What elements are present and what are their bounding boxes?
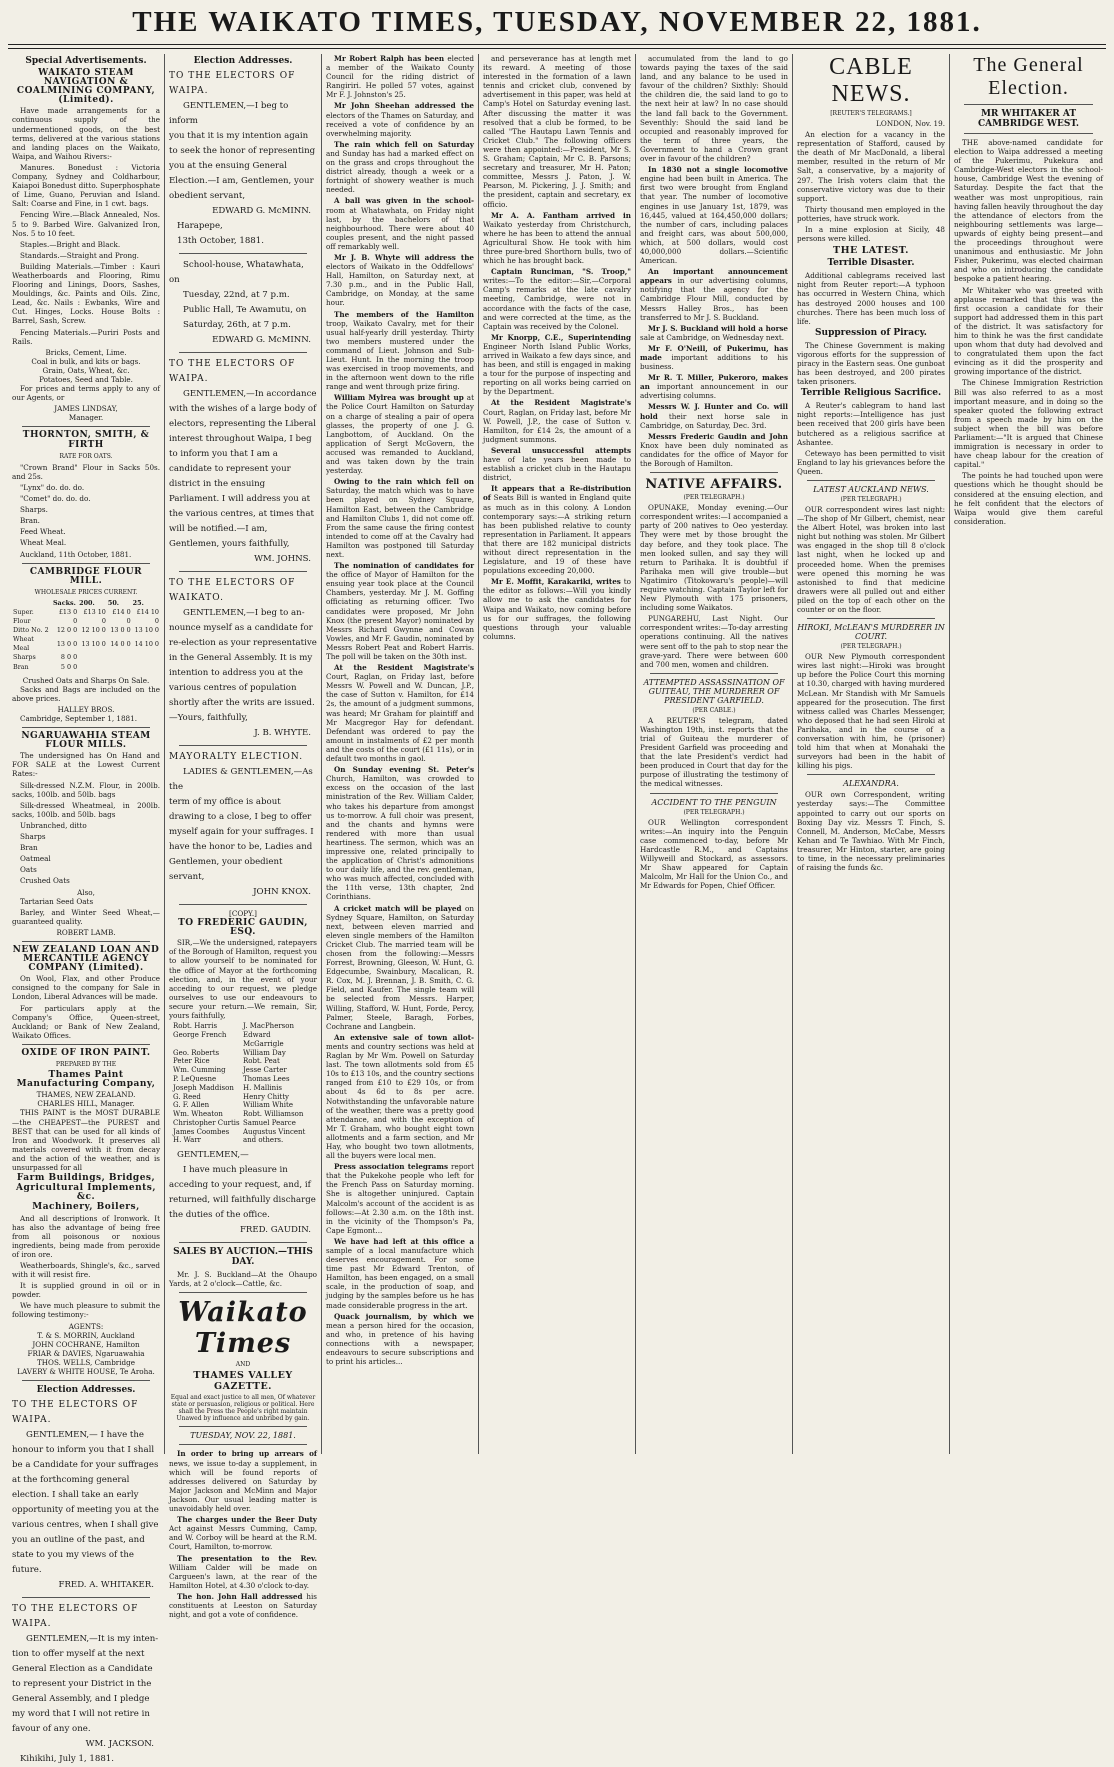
news-item: In order to bring up arrears of news, we issue to-day a supplement, in which will be found reports of addresses delivered on Saturday by Major Jackson and McMinn and Major Jackson. Our usual leading matter is unavoidably held over. (169, 1449, 317, 1514)
news-item: Mr J. B. Whyte will address the electors of Waikato in the Oddfellows' Hall, Hamilton, on Saturday next, at 7.30 p.m., and in the Public Hall, Cambridge, on Monday, at the same hour. (326, 252, 474, 308)
table-row: Sharps 8 0 0 (13, 653, 78, 662)
news-item: It appears that a Re-distribution of Seats Bill is wanted in England quite as much as in this colony. A London contemporary says:—A striking return has been published relative to county representation in Parliament. It appears that there are 182 municipal districts without direct representation in the Legislature, and 19 of these have populations exceeding 20,000. (483, 484, 631, 576)
article-body: OUR New Plymouth correspondent wires last night:—Hiroki was brought up before the Police Court this morning at 10.30, charged with having murdered McLean. Mr Standish with Mr Samuels appeared for the prosecution. The first witness called was Charles Messenger, who deposed that he had seen Hiroki at Parihaka, and in the course of a conversation with him, he (prisoner) told him that when at Monahaki the surveyors had been in the habit of killing his pigs. (797, 652, 945, 771)
news-item: William Mylrea was brought up at the Police Court Hamilton on Saturday on a charge of stealing a pair of opera glasses, the property of one J. G. Langbottom, of Auckland. On the application of Sergt McGovern, the accused was remanded to Auckland, and was taken down by the train yesterday. (326, 393, 474, 476)
news-item: accumulated from the land to go towards paying the taxes of the said land, and any balance to be used in favour of the children? Sixthly: Should the children die, the said land to go to the next heir at law? In no case should the land fall back to the Government. Seventhly: Should the said land be occupied and reasonably improved for the term of three years, the Government to hand a Crown grant over in favour of the children? (640, 54, 788, 164)
table-row: Super. Flour £13 0 0 £13 10 0 £14 0 0 £14 10 0 (13, 607, 159, 626)
ad-oxide-paint: OXIDE OF IRON PAINT. PREPARED BY THE Thames Paint Manufacturing Company, THAMES, NEW ZEALAND. CHARLES HILL, Manager. THIS PAINT is the MOST DURABLE —the CHEAPEST—the PUREST and BEST that can be used for all kinds of Iron and Woodwork. It preserves all materials covered with it from decay and the action of the weather, and is unsurpassed for all Farm Buildings, Bridges, Agricultural Implements, &c. Machinery, Boilers, And all descriptions of Ironwork. It has also the advantage of being free from all poisonous or noxious ingredients, being made from peroxide of iron ore. Weatherboards, Shingle's, &c., sarved with it will resist fire. It is supplied ground in oil or in powder. We have much pleasure to submit the following testimony:- AGENTS: T. & S. MORRIN, Auckland JOHN COCHRANE, Hamilton FRIAR & DAVIES, Ngaruawahia THOS. WELLS, Cambridge LAVERY & WHITE HOUSE, Te Aroha. (12, 1047, 160, 1376)
divider (22, 727, 150, 728)
news-item: At the Resident Magistrate's Court, Raglan, on Friday last, before Messrs W. Powell and W. Duncan, J.P., the case of Sutton v. Hamilton, for £14 2s, the amount of a judgment summons, was heard; Mr Graham for plaintiff and Mr Macgregor Hay for defendant. Defendant was ordered to pay the amount in instalments of £2 per month and the costs of the court (£1 11s), or in default two months in gaol. (326, 663, 474, 764)
penguin-heading: ACCIDENT TO THE PENGUIN (651, 797, 777, 807)
masthead-rule-bottom (8, 48, 1106, 49)
column-4 (479, 54, 636, 1454)
gaudin-reply: GENTLEMEN,— I have much pleasure in acceding to your request, and, if returned, will faithfully discharge the duties of the office. FRED. GAUDIN. (169, 1150, 316, 1236)
news-item: Press association telegrams report that the Pukekohe people who left for the French Pass on Saturday morning. She is altogether uninjured. Captain Malcolm's account of the accident is as follows:—At 2.30 a.m. on the 18th inst. in the vicinity of the Thompson's Pa, Cape Egmont... (326, 1162, 474, 1235)
hiroki-heading: HIROKI, McLEAN'S MURDERER IN COURT. (797, 623, 945, 642)
table-row: Bran 5 0 0 (13, 662, 78, 671)
general-election-title: The General Election. (973, 54, 1084, 99)
meetings-mcminn: School-house, Whatawhata, on Tuesday, 22nd, at 7 p.m. Public Hall, Te Awamutu, on Saturday, 26th, at 7 p.m. EDWARD G. McMINN. (169, 260, 311, 345)
price-table (12, 599, 160, 672)
candidate-heading: MR WHITAKER AT CAMBRIDGE WEST. (977, 109, 1080, 129)
divider (964, 133, 1093, 134)
mayoralty-election: MAYORALTY ELECTION. LADIES & GENTLEMEN,—As the term of my office is about drawing to a close, I beg to offer myself again for your suffrages. I have the honor to be, Ladies and Gentlemen, your obedient servant, JOHN KNOX. (169, 752, 314, 897)
address-mcminn: TO THE ELECTORS OF WAIPA. GENTLEMEN,—I beg to inform you that it is my intention again to seek the honor of representing you at the ensuing General Election.—I am, Gentlemen, your obedient servant, EDWARD G. McMINN. Harapepe, 13th October, 1881. (169, 71, 316, 246)
divider (179, 352, 307, 353)
divider (179, 571, 307, 572)
divider (22, 1597, 150, 1598)
divider (807, 618, 935, 619)
article-body: OPUNAKE, Monday evening.—Our correspondent writes:—I accompanied a party of 200 natives to Oeo yesterday. They were met by those brought the day before, and they took place. The men looked sullen, and say they will return to Parihaka. It is doubtful if Parihaka men will give trouble—but Ngatimiro (Titokowaru's people)—will require watching. Captain Taylor left for New Plymouth with 175 prisoners, including some Waikatos. (640, 503, 788, 613)
address-whitaker: TO THE ELECTORS OF WAIPA. GENTLEMEN,— I have the honour to inform you that I shall be a Candidate for your suffrages at the forthcoming general election. I shall take an early opportunity of meeting you at the various centres, when I shall give you an outline of the past, and state to you my views of the future. FRED. A. WHITAKER. (12, 1400, 159, 1591)
divider (179, 1242, 307, 1243)
alexandra-heading: ALEXANDRA. (843, 779, 899, 789)
news-item: The rain which fell on Saturday and Sunday has had a marked effect on on the grass and crops throughout the district already, though a week or a fortnight of showery weather is much needed. (326, 139, 474, 195)
article-body: The Chinese Government is making vigorous efforts for the suppression of piracy in the Eastern seas. One gunboat has been destroyed, and 200 pirates taken prisoners. (797, 340, 945, 387)
news-item: In 1830 not a single locomotive engine had been built in America. The first two were brought from England that year. The number of locomotive engines in use January 1st, 1879, was 16,445, valued at 164,450,000 dollars; the number of cars, including palaces and freight cars, was about 500,000, which, at 500 dollars, would cost 40,000,000 dollars.—Scientific American. (640, 165, 788, 266)
auckland-heading: LATEST AUCKLAND NEWS. (813, 485, 929, 494)
divider (650, 472, 778, 473)
issue-date: TUESDAY, NOV. 22, 1881. (190, 1431, 296, 1441)
divider (179, 1292, 307, 1293)
news-item: An important announcement appears in our advertising columns, notifying that the agency for the Cambridge Flour Mill, conducted by Messrs Halley Bros., has been transferred to Mr J. S. Buckland. (640, 267, 788, 322)
article-body: A REUTER'S telegram, dated Washington 19th, inst. reports that the trial of Guiteau the murderer of President Garfield was proceeding and that the late President's verdict had been produced in Court that day for the purpose of illustrating the testimony of the medical witnesses. (640, 715, 788, 789)
paper-subtitle: THAMES VALLEY GAZETTE. (193, 1370, 293, 1393)
news-item: Mr Knorpp, C.E., Superintending Engineer North Island Public Works, arrived in Waikato a few days since, and has been, and still is engaged in making a tour for the purpose of inspecting and reporting on all works being carried on by the Department. (483, 332, 631, 397)
article-body: Additional cablegrams received last night from Reuter report:—A typhoon has occurred in Western China, which has destroyed 2000 houses and 100 churches. There has been much loss of life. (797, 271, 945, 326)
article-body: THE above-named candidate for election to Waipa addressed a meeting of the Pukerimu, Pukekura and Cambridge-West electors in the school-house, Cambridge West the evening of Saturday. Despite the fact that the weather was most unpropitious, rain having fallen heavily throughout the day the attendance of electors from the neighbouring settlements was large—upwards of eighty being present—and the proceedings throughout were unanimous and enthusiastic. Mr John Fisher, Pukerimu, was elected chairman and who on introducing the candidate bespoke a patient hearing. (954, 138, 1103, 284)
news-item: A cricket match will be played on Sydney Square, Hamilton, on Saturday next, between eleven married and eleven single members of the Hamilton Cricket Club. The married team will be chosen from the following:—Messrs Forrest, Browning, Gleeson, W. Hunt, G. Edgecumbe, Swainbury, Macalican, R. R. Cox, M. J. Brennan, J. B. Smith, C. G. Field, and Kaufer. The single team will be selected from Messrs. Harper, Willing, Stafford, W. Hunt, Forde, Percy, Palmer, Steele, Baragh, Forbes, Cochrane and Langbein. (326, 903, 474, 1031)
signer: JAMES LINDSAY, (54, 404, 118, 414)
news-item: Mr Robert Ralph has been elected a member of the Waikato County Council for the riding district of Rangiriri. He polled 57 votes, against Mr F. J. Johnston's 25. (326, 54, 474, 100)
section-heading: Election Addresses. (36, 1385, 136, 1396)
news-item: On Sunday evening St. Peter's Church, Hamilton, was crowded to excess on the occasion of the last ministration of the Rev. William Calder, who takes his departure from amongst us to-morrow. A full choir was present, and the chants and hymns were rendered with more than usual heartiness. The sermon, which was an impressive one, related principally to the application of Christ's admonitions to our daily life, and the rev. gentleman, who was much affected, concluded with the 11th verse, 13th chapter, 2nd Corinthians. (326, 765, 474, 902)
paper-motto: Equal and exact justice to all men, Of whatever state or persuasion, religious or political. Here shall the Press the People's right maintain Unawed by influence and unbribed by gain. (170, 1394, 316, 1423)
divider (650, 673, 778, 674)
subheading: THE LATEST. (833, 245, 909, 257)
subheading: Terrible Disaster. (827, 258, 915, 269)
ad-nz-loan: NEW ZEALAND LOAN AND MERCANTILE AGENCY COMPANY (Limited). On Wool, Flax, and other Produce consigned to the company for Sale in London, Liberal Advances will be made. For particulars apply at the Company's Office, Queen-street, Auckland; or Bank of New Zealand, Waikato Offices. (12, 944, 160, 1040)
divider (179, 1444, 307, 1445)
news-item: The presentation to the Rev. William Calder will be made on Cargueen's lawn, at the rear of the Hamilton Hotel, at 4.30 o'clock to-day. (169, 1553, 317, 1590)
divider (807, 774, 935, 775)
divider (22, 941, 150, 942)
table-row: Wheat Meal 13 0 0 13 10 0 14 0 0 14 10 0 (13, 635, 159, 653)
news-item: Messrs Frederic Gaudin and John Knox have been duly nominated as candidates for the office of Mayor for the Borough of Hamilton. (640, 431, 788, 469)
native-affairs-heading: NATIVE AFFAIRS. (645, 477, 783, 493)
article-body: Cetewayo has been permitted to visit England to lay his grievances before the Queen. (797, 448, 945, 476)
ad-cambridge-flour: CAMBRIDGE FLOUR MILL. WHOLESALE PRICES CURRENT. Sacks. 200. 50. 25. Super. Flour £13 0 0 £13 10 0 £14 0 0 £14 10 0 Ditto No. 2 12 0 0 12 10 0 13 0 0 13 10 0 Wheat Meal 13 0 0 13 10 0 14 0 0 14 10 0 Sharps 8 0 0 Bran 5 0 0 Crushed Oats and Sharps On Sale. Sacks and Bags are included on the above prices. HALLEY BROS. Cambridge, September 1, 1881. (12, 566, 160, 723)
column-7 (950, 54, 1107, 1454)
news-item: The members of the Hamilton troop, Waikato Cavalry, met for their usual half-yearly drill yesterday. Thirty two members mustered under the command of Lieut. Johnson and Sub-Lieut. Hunt. In the morning the troop was exercised in troop movements, and in the afternoon went down to the rifle range and went through prize firing. (326, 309, 474, 392)
divider (179, 253, 307, 254)
section-heading: Special Advertisements. (25, 56, 147, 66)
ad-waikato-steam: WAIKATO STEAM NAVIGATION & COALMINING COMPANY, (Limited). Have made arrangements for a continuous supply of the undermentioned goods, on the best terms, delivered at the various stations and landing places on the Waikato, Waipa, and Waihou Rivers:- Manures. Bonedust : Victoria Company, Sydney and Coldharbour, Kaiapoi Bonedust ditto. Superphosphate of Lime, Guano, Peruvian and Island. Salt: Coarse and Fine, in 1 cwt. bags. Fencing Wire.—Black Annealed, Nos. 5 to 9. Barbed Wire. Galvanized Iron, Nos. 5 to 10 feet. Staples.—Bright and Black. Standards.—Straight and Prong. Building Materials.—Timber : Kauri Weatherboards and Flooring, Rimu Flooring and Linings, Doors, Sashes, Mouldings, &c. Paints and Oils. Zinc, Lead, &c. Nails : Ewbanks, Wire and Cut. Hinges, Locks. House Bolts : Barrel, Sash, Screw. Fencing Materials.—Puriri Posts and Rails. Bricks, Cement, Lime. Coal in bulk, and kits or bags. Grain, Oats, Wheat, &c. Potatoes, Seed and Table. For prices and terms apply to any of our Agents, or JAMES LINDSAY, Manager. (12, 68, 160, 423)
divider (650, 793, 778, 794)
divider (179, 1426, 307, 1427)
article-body: In a mine explosion at Sicily, 48 persons were killed. (797, 225, 945, 244)
news-item: An extensive sale of town allot- ments and country sections was held at Raglan by Mr Wm. Powell on Saturday last. The town allotments sold from £5 10s to £13 10s, and the country sections ranged from £10 to £29 10s, or from about 4s 6d to 8s per acre. Notwithstanding the unfavorable nature of the weather, there was a pretty good attendance, and with the exception of Mr T. Graham, who bought eight town allotments and a farm section, and Mr Hay, who bought two town allotments, all the buyers were local men. (326, 1032, 474, 1161)
news-item: Owing to the rain which fell on Saturday, the match which was to have been played on Sydney Square, Hamilton East, between the Cambridge and Hamilton Clubs 1, did not come off. From the same cause the firing contest intended to come off at the Cavalry had Hamilton was postponed till Saturday next. (326, 477, 474, 559)
table-header: Sacks. 200. 50. 25. (52, 598, 144, 607)
divider (22, 1380, 150, 1381)
masthead-title: THE WAIKATO TIMES, TUESDAY, NOVEMBER 22, 1881. (132, 6, 982, 38)
article-body: OUR Wellington correspondent writes:—An inquiry into the Penguin case commenced to-day, before Mr Hardcastle R.M., and Captains Willyweill and Stockard, as assessors. Mr Shaw appeared for Captain Malcolm, Mr Hall for the Union Co., and Mr Edwards for Popen, Chief Officer. (640, 817, 788, 891)
sales-heading: SALES BY AUCTION.—THIS DAY. (173, 1247, 313, 1268)
article-body: The Chinese Immigration Restriction Bill was also referred to as a most important measure, and in doing so the speaker quoted the following extract from a speech made by him on the subject when the bill was before Parliament:—"It is argued that Chinese immigration is necessary in order to have cheap labour for the creation of capital." (954, 378, 1103, 470)
article-body: A Reuter's cablegram to hand last night reports:—Intelligence has just been received that 200 girls have been butchered as a religious sacrifice at Ashantee. (797, 401, 945, 447)
columns (8, 54, 1106, 1765)
article-body: The points he had touched upon were questions which he thought should be considered at the ensuing election, and he felt confident that the electors of Waipa would give them careful consideration. (954, 471, 1103, 526)
news-item: and perseverance has at length met its reward. A meeting of those interested in the formation of a lawn tennis and cricket club, convened by advertisement in this paper, was held at Camp's Hotel on Saturday evening last. After discussing the matter it was resolved that a club be formed, to be called "The Hautapu Lawn Tennis and Cricket Club." The following officers were then appointed:—President, Mr S. S. Graham; Captain, Mr C. B. Parsons; secretary and treasurer, Mr H. Paton; committee, Messrs J. Paton, J. W. Pearson, M. Pickering, J. J. Smith; and the president, captain and secretary, ex officio. (483, 54, 631, 209)
address-whyte: TO THE ELECTORS OF WAIKATO. GENTLEMEN,—I beg to an- nounce myself as a candidate for re-election as your representative in the General Assembly. It is my intention to address you at the various centres of population shortly after the writs are issued.—Yours, faithfully, J. B. WHYTE. (169, 578, 317, 738)
news-item: A ball was given in the school- room at Whatawhata, on Friday night last, by the bachelors of that neighbourhood. There were about 40 couples present, and the night passed off remarkably well. (326, 196, 474, 251)
news-item: The hon. John Hall addressed his constituents at Leeston on Saturday night, and got a vote of confidence. (169, 1591, 317, 1620)
masthead (0, 0, 1114, 44)
news-item: The charges under the Beer Duty Act against Messrs Cumming, Camp, and W. Corboy will be heard at the R.M. Court, Hamilton, to-morrow. (169, 1515, 317, 1552)
ad-thornton: THORNTON, SMITH, & FIRTH RATE FOR OATS. "Crown Brand" Flour in Sacks 50s. and 25s. "Lynx" do. do. do. "Comet" do. do. do. Sharps. Bran. Feed Wheat. Wheat Meal. Auckland, 11th October, 1881. (12, 430, 160, 559)
divider (807, 480, 935, 481)
ad-ngaruawahia-mills: NGARUAWAHIA STEAM FLOUR MILLS. The undersigned has On Hand and FOR SALE at the Lowest Current Rates:- Silk-dressed N.Z.M. Flour, in 200lb. sacks, 100lb. and 50lb. bags Silk-dressed Wheatmeal, in 200lb. sacks, 100lb. and 50lb. bags Unbranched, ditto Sharps Bran Oatmeal Oats Crushed Oats Also, Tartarian Seed Oats Barley, and Winter Seed Wheat,—guaranteed quality. ROBERT LAMB. (12, 731, 160, 937)
news-item: Messrs W. J. Hunter and Co. will hold their next horse sale in Cambridge, on Saturday, Dec. 3rd. (640, 402, 788, 430)
news-item: Mr F. O'Neill, of Pukerimu, has made important additions to his business. (640, 343, 788, 372)
news-item: Quack journalism, by which we mean a person hired for the occasion, and who, in pretence of his having connections with a newspaper, endeavours to secure subscriptions and to print his articles... (326, 1311, 474, 1367)
column-5: accumulated from the land to go towards paying the taxes of the said land, and any balance to be used in favour of the children? Sixthly: Should the children die, the said land to go to the next heir at law? In no case should the land fall back to the Government. Seventhly: Should the said land be occupied and reasonably improved for the term of three years, the Government to hand a Crown grant over in favour of the children? In 1830 not a single locomotive engine had been built in America. The first two were brought from England that year. The number of locomotive engines in use January 1st, 1879, was 16,445, valued at 164,450,000 dollars; the number of cars, including palaces and freight cars, was about 500,000, which, at 500 dollars, would cost 40,000,000 dollars.—Scientific American. An important announcement appears in our advertising columns, notifying that the agency for the Cambridge Flour Mill, conducted by Messrs Halley Bros., has been transferred to Mr J. S. Buckland. Mr J. S. Buckland will hold a horse sale at Cambridge, on Wednesday next. Mr F. O'Neill, of Pukerimu, has made important additions to his business. Mr R. T. Miller, Pukeroro, makes an important announcement in our advertising columns. Messrs W. J. Hunter and Co. will hold their next horse sale in Cambridge, on Saturday, Dec. 3rd. Messrs Frederic Gaudin and John Knox have been duly nominated as candidates for the office of Mayor for the Borough of Hamilton. NATIVE AFFAIRS. (PER TELEGRAPH.) OPUNAKE, Monday evening.—Our correspondent writes:—I accompanied a party of 200 natives to Oeo yesterday. They were met by those brought the day before, and they took place. The men looked sullen, and say they will return to Parihaka. It is doubtful if Parihaka men will give trouble—but Ngatimiro (Titokowaru's people)—will require watching. Captain Taylor left for New Plymouth with 175 prisoners, including some Waikatos. PUNGAREHU, Last Night. Our correspondent writes:—To-day arresting operations continuing. All the natives were sent off to the pah to stop near the grave-yard. There were between 600 and 700 men, women and children. ATTEMPTED ASSASSINATION OF GUITEAU, THE MURDERER OF PRESIDENT GARFIELD. (PER CABLE.) A REUTER'S telegram, dated Washington 19th, inst. reports that the trial of Guiteau the murderer of President Garfield was proceeding and that the late President's verdict had been produced in Court that day for the purpose of illustrating the testimony of the medical witnesses. ACCIDENT TO THE PENGUIN (PER TELEGRAPH.) OUR Wellington correspondent writes:—An inquiry into the Penguin case commenced to-day, before Mr Hardcastle R.M., and Captains Willyweill and Stockard, as assessors. Mr Shaw appeared for Captain Malcolm, Mr Hall for the Union Co., and Mr Edwards for Popen, Chief Officer. (636, 54, 793, 1454)
divider (22, 563, 150, 564)
ad-name: WAIKATO STEAM NAVIGATION & COALMINING COMPANY, (Limited). (16, 68, 156, 106)
divider (179, 745, 307, 746)
news-item: Captain Runciman, "S. Troop," writes:—To the editor:—Sir,—Corporal Camp's remarks at the late cavalry meeting, Cambridge, were not in accordance with the facts of the case, and were corrected at the time, as the Captain was received by the Colonel. (483, 267, 631, 331)
article-body: An election for a vacancy in the representation of Stafford, caused by the death of Mr MacDonald, a liberal member, resulted in the return of Mr Salt, a conservative, by a majority of 297. The Irish voters claim that the conservative victory was due to their support. (797, 130, 945, 203)
news-item: Mr A. A. Fantham arrived in Waikato yesterday from Christchurch, where he has been to attend the annual Agricultural Show. He took with him three pure-bred Shorthorn bulls, two of which he has brought back. (483, 210, 631, 266)
paper-nameplate: Waikato Times (178, 1297, 308, 1360)
divider (179, 904, 307, 905)
column-6: CABLE NEWS. [REUTER'S TELEGRAMS.] LONDON, Nov. 19. An election for a vacancy in the representation of Stafford, caused by the death of Mr MacDonald, a liberal member, resulted in the return of Mr Salt, a conservative, by a majority of 297. The Irish voters claim that the conservative victory was due to their support. Thirty thousand men employed in the potteries, have struck work. In a mine explosion at Sicily, 48 persons were killed. THE LATEST. Terrible Disaster. Additional cablegrams received last night from Reuter report:—A typhoon has occurred in Western China, which has destroyed 2000 houses and 100 churches. There has been much loss of life. Suppression of Piracy. The Chinese Government is making vigorous efforts for the suppression of piracy in the Eastern seas. One gunboat has been destroyed, and 200 pirates taken prisoners. Terrible Religious Sacrifice. A Reuter's cablegram to hand last night reports:—Intelligence has just been received that 200 girls have been butchered as a religious sacrifice at Ashantee. Cetewayo has been permitted to visit England to lay his grievances before the Queen. LATEST AUCKLAND NEWS. (PER TELEGRAPH.) OUR correspondent wires last night:—The shop of Mr Gilbert, chemist, near the Albert Hotel, was broken into last night but nothing was stolen. Mr Gilbert was engaged in the shop till 8 o'clock last night, when he locked up and proceeded home. When the premises were opened this morning he was astonished to find that medicine drawers were all pulled out and either piled on the top of each other on the counter or on the floor. HIROKI, McLEAN'S MURDERER IN COURT. (PER TELEGRAPH.) OUR New Plymouth correspondent wires last night:—Hiroki was brought up before the Police Court this morning at 10.30, charged with having murdered McLean. Mr Standish with Mr Samuels appeared for the prosecution. The first witness called was Charles Messenger, who deposed that he had seen Hiroki at Parihaka, and in the course of a conversation with him, he (prisoner) told him that when at Monahaki the surveyors had been in the habit of killing his pigs. ALEXANDRA. OUR own Correspondent, writing yesterday says:—The Committee appointed to carry out our sports on Boxing Day viz. Messrs T. Finch, S. Connell, M. Anderson, McCabe, Messrs Kehan and Te Tawhiao. With Mr Finch, treasurer, Mr Hinton, starter, are going to time, in the necessary preliminaries of raising the funds &c. (793, 54, 950, 1454)
address-jackson: TO THE ELECTORS OF WAIPA. GENTLEMEN,—It is my inten- tion to offer myself at the next General Election as a Candidate to represent your District in the General Assembly, and I pledge my word that I will not retire in favour of any one. WM. JACKSON. Kihikihi, July 1, 1881. (12, 1604, 159, 1765)
article-body: PUNGAREHU, Last Night. Our correspondent writes:—To-day arresting operations continuing. All the natives were sent off to the pah to stop near the grave-yard. There were between 600 and 700 men, women and children. (640, 614, 788, 669)
signatories-list: Robt. Harris J. MacPherson George French Edward McGarrigle Geo. Roberts William Day Peter Rice Robt. Peat Wm. Cumming Jesse Carter P. LeQuesne Thomas Lees Joseph Maddison H. Mallinis G. Reed Henry Chitty G. F. Allen William White Wm. Wheaton Robt. Williamson Christopher Curtis Samuel Pearce James Coombes Augustus Vincent H. Warr and others. (173, 1022, 306, 1145)
news-item: We have had left at this office a sample of a local manufacture which deserves encouragement. For some time past Mr Edward Trenton, of Hamilton, has been engaged, on a small scale, in the production of soap, and judging by the samples before us he has made considerable progress in the art. (326, 1236, 474, 1310)
dateline: LONDON, Nov. 19. (876, 119, 945, 128)
cable-news-title: CABLE NEWS. (829, 54, 913, 107)
section-heading: Election Addresses. (193, 56, 293, 66)
column-2: Election Addresses. TO THE ELECTORS OF WAIPA. GENTLEMEN,—I beg to inform you that it is my intention again to seek the honor of representing you at the ensuing General Election.—I am, Gentlemen, your obedient servant, EDWARD G. McMINN. Harapepe, 13th October, 1881. School-house, Whatawhata, on Tuesday, 22nd, at 7 p.m. Public Hall, Te Awamutu, on Saturday, 26th, at 7 p.m. EDWARD G. McMINN. TO THE ELECTORS OF WAIPA. GENTLEMEN,—In accordance with the wishes of a large body of electors, representing the Liberal interest throughout Waipa, I beg to inform you that I am a candidate to represent your district in the ensuing Parliament. I will address you at the various centres, at times that will be notified.—I am, Gentlemen, yours faithfully, WM. JOHNS. TO THE ELECTORS OF WAIKATO. GENTLEMEN,—I beg to an- nounce myself as a candidate for re-election as your representative in the General Assembly. It is my intention to address you at the various centres of population shortly after the writs are issued.—Yours, faithfully, J. B. WHYTE. MAYORALTY ELECTION. LADIES & GENTLEMEN,—As the term of my office is about drawing to a close, I beg to offer myself again for your suffrages. I have the honor to be, Ladies and Gentlemen, your obedient servant, JOHN KNOX. [COPY.] TO FREDERIC GAUDIN, ESQ. SIR,—We the undersigned, ratepayers of the Borough of Hamilton, request you to allow yourself to be nominated for the office of Mayor at the forthcoming election, and, in the event of your acceding to our request, we pledge ourselves to use our endeavours to secure your return.—We remain, Sir, yours faithfully, Robt. Harris J. MacPherson George French Edward McGarrigle Geo. Roberts William Day Peter Rice Robt. Peat Wm. Cumming Jesse Carter P. LeQuesne Thomas Lees Joseph Maddison H. Mallinis G. Reed Henry Chitty G. F. Allen William White Wm. Wheaton Robt. Williamson Christopher Curtis Samuel Pearce James Coombes Augustus Vincent H. Warr and others. GENTLEMEN,— I have much pleasure in acceding to your request, and, if returned, will faithfully discharge the duties of the office. FRED. GAUDIN. SALES BY AUCTION.—THIS DAY. Mr. J. S. Buckland—At the Ohaupo Yards, at 2 o'clock—Cattle, &c. Waikato Times AND THAMES VALLEY GAZETTE. Equal and exact justice to all men, Of whatever state or persuasion, religious or political. Here shall the Press the People's right maintain Unawed by influence and unbribed by gain. TUESDAY, NOV. 22, 1881. In order to bring up arrears of news, we issue to-day a supplement, in which will be found reports of addresses delivered on Saturday by Major Jackson and McMinn and Major Jackson. Our usual leading matter is unavoidably held over. The charges under the Beer Duty Act against Messrs Cumming, Camp, and W. Corboy will be heard at the R.M. Court, Hamilton, to-morrow. The presentation to the Rev. William Calder will be made on Cargueen's lawn, at the rear of the Hamilton Hotel, at 4.30 o'clock to-day. The hon. John Hall addressed his constituents at Leeston on Saturday night, and got a vote of confidence. (165, 54, 322, 1454)
column-1 (8, 54, 165, 1765)
article-body: OUR correspondent wires last night:—The shop of Mr Gilbert, chemist, near the Albert Hotel, was broken into last night but nothing was stolen. Mr Gilbert was engaged in the shop till 8 o'clock last night, when he locked up and proceeded home. When the premises were opened this morning he was astonished to find that medicine drawers were all pulled out and either piled on the top of each other on the counter or on the floor. (797, 505, 945, 615)
article-body: Mr Whitaker who was greeted with applause remarked that this was the first occasion a candidate for their support had addressed them in this part of the district. It was satisfactory for him to think he was the first candidate upon whom that duty had devolved and to congratulated them upon the fact evincing as it did the prosperity and growing importance of the district. (954, 285, 1103, 377)
sales-line: Mr. J. S. Buckland—At the Ohaupo Yards, at 2 o'clock—Cattle, &c. (169, 1270, 317, 1289)
address-johns: TO THE ELECTORS OF WAIPA. GENTLEMEN,—In accordance with the wishes of a large body of electors, representing the Liberal interest throughout Waipa, I beg to inform you that I am a candidate to represent your district in the ensuing Parliament. I will address you at the various centres, at times that will be notified.—I am, Gentlemen, yours faithfully, WM. JOHNS. (169, 359, 317, 564)
news-item: Several unsuccessful attempts have of late years been made to establish a cricket club in the Hautapu district, (483, 445, 631, 483)
requisition-gaudin: [COPY.] TO FREDERIC GAUDIN, ESQ. SIR,—We the undersigned, ratepayers of the Borough of Hamilton, request you to allow yourself to be nominated for the office of Mayor at the forthcoming election, and, in the event of your acceding to our request, we pledge ourselves to use our endeavours to secure your return.—We remain, Sir, yours faithfully, Robt. Harris J. MacPherson George French Edward McGarrigle Geo. Roberts William Day Peter Rice Robt. Peat Wm. Cumming Jesse Carter P. LeQuesne Thomas Lees Joseph Maddison H. Mallinis G. Reed Henry Chitty G. F. Allen William White Wm. Wheaton Robt. Williamson Christopher Curtis Samuel Pearce James Coombes Augustus Vincent H. Warr and others. (169, 909, 317, 1145)
article-body: Thirty thousand men employed in the potteries, have struck work. (797, 204, 945, 223)
article-body: OUR own Correspondent, writing yesterday says:—The Committee appointed to carry out our sports on Boxing Day viz. Messrs T. Finch, S. Connell, M. Anderson, McCabe, Messrs Kehan and Te Tawhiao. With Mr Finch, treasurer, Mr Hinton, starter, are going to time, in the necessary preliminaries of raising the funds &c. (797, 790, 945, 873)
masthead-rule-top (8, 44, 1106, 45)
divider (22, 1044, 150, 1045)
column-3 (322, 54, 479, 1454)
subheading: Suppression of Piracy. (815, 327, 927, 338)
news-item: The nomination of candidates for the office of Mayor of Hamilton for the ensuing year took place at the Council Chambers, yesterday. Mr J. M. Goffing officiating as returning officer. Two candidates were proposed, Mr John Knox (the present Mayor) nominated by Messrs Richard Gwynne and Cowan Vowles, and Mr F. Gaudin, nominated by Messrs Robert Peat and Robert Harris. The poll will be taken on the 30th inst. (326, 561, 474, 661)
divider (22, 426, 150, 427)
assassination-heading: ATTEMPTED ASSASSINATION OF GUITEAU, THE MURDERER OF PRESIDENT GARFIELD. (643, 677, 785, 705)
news-item: At the Resident Magistrate's Court, Raglan, on Friday last, before Mr W. Powell, J.P., the case of Sutton v. Hamilton, for £14 2s, the amount of a judgment summons. (483, 398, 631, 444)
news-item: Mr John Sheehan addressed the electors of the Thames on Saturday, and received a vote of confidence by an overwhelming majority. (326, 101, 474, 138)
subheading: Terrible Religious Sacrifice. (800, 388, 942, 399)
divider (964, 104, 1093, 105)
news-item: Mr R. T. Miller, Pukeroro, makes an important announcement in our advertising columns. (640, 373, 788, 401)
table-row: Ditto No. 2 12 0 0 12 10 0 13 0 0 13 10 0 (13, 626, 159, 635)
news-item: Mr E. Moffit, Karakariki, writes to the editor as follows:—Will you kindly allow me to ask the candidates for Waipa and Waikato, now coming before us for our suffrages, the following questions through your valuable columns. (483, 577, 632, 641)
news-item: Mr J. S. Buckland will hold a horse sale at Cambridge, on Wednesday next. (640, 323, 788, 342)
